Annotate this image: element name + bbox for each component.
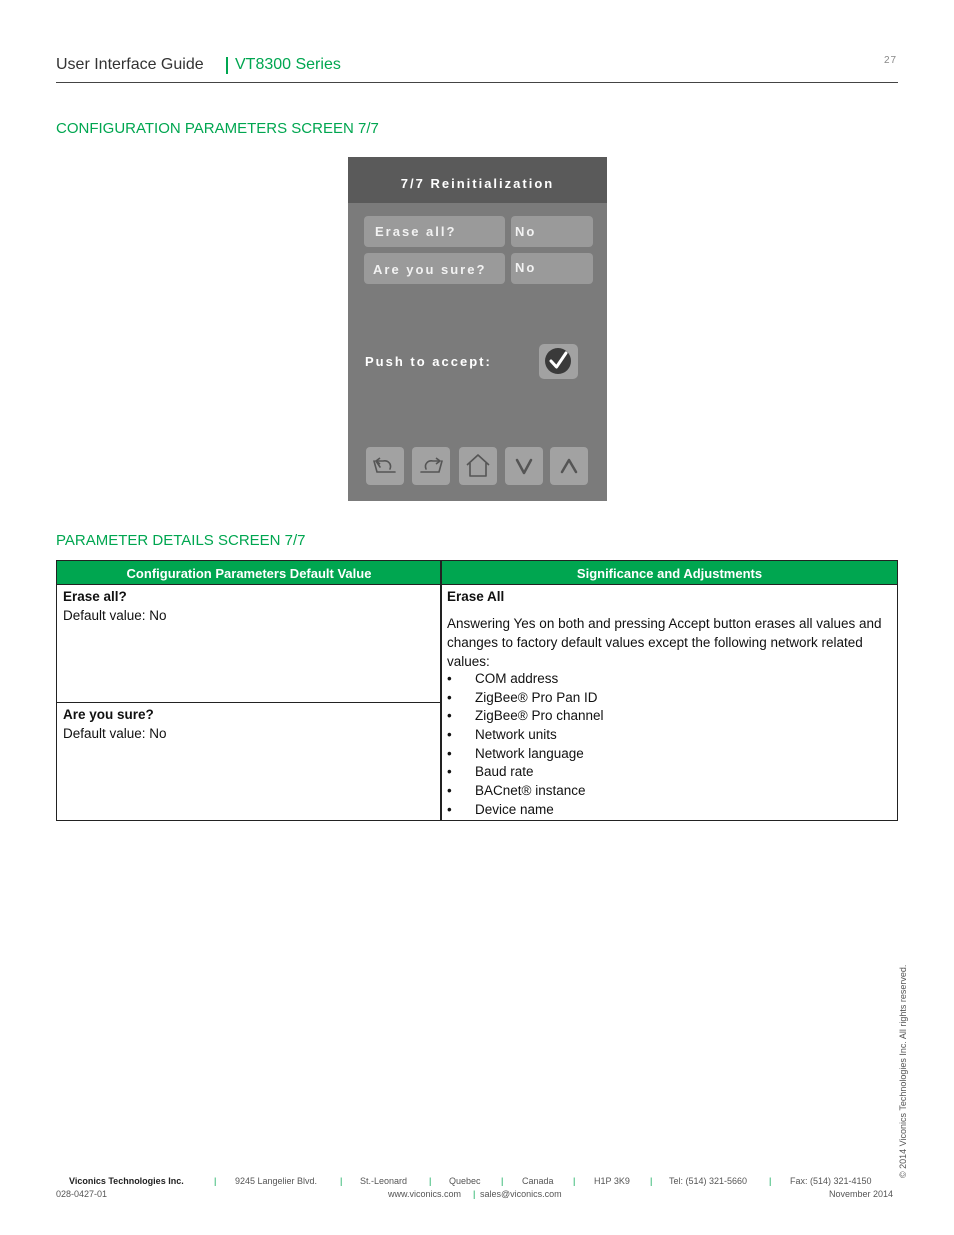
series-title: VT8300 Series: [235, 56, 341, 73]
footer-email-link[interactable]: sales@viconics.com: [480, 1189, 562, 1199]
significance-title: Erase All: [447, 589, 505, 604]
header-divider: [56, 82, 898, 83]
list-item: • BACnet® instance: [447, 783, 586, 799]
param-are-you-sure-default: Default value: No: [63, 726, 167, 741]
param-erase-all-title: Erase all?: [63, 589, 127, 604]
are-you-sure-field[interactable]: Are you sure?: [364, 253, 505, 284]
footer-separator: |: [214, 1176, 217, 1186]
footer-province: Quebec: [449, 1176, 481, 1186]
push-to-accept-label: Push to accept:: [365, 354, 492, 369]
footer-country: Canada: [522, 1176, 554, 1186]
footer-address: 9245 Langelier Blvd.: [235, 1176, 318, 1186]
parameter-table: [56, 560, 898, 821]
home-button[interactable]: [459, 447, 497, 485]
footer-doc-code: 028-0427-01: [56, 1189, 108, 1199]
screen-title: 7/7 Reinitialization: [400, 176, 555, 191]
back-button[interactable]: [366, 447, 404, 485]
guide-title: User Interface Guide: [56, 56, 204, 73]
list-item: • Network language: [447, 745, 584, 761]
footer-separator: |: [473, 1189, 476, 1199]
table-column-divider: [440, 561, 442, 820]
forward-button[interactable]: [412, 447, 450, 485]
footer-separator: |: [429, 1176, 432, 1186]
chevron-up-icon: [550, 447, 588, 485]
back-icon: [366, 447, 404, 485]
footer-separator: |: [769, 1176, 772, 1186]
screen-section-title: CONFIGURATION PARAMETERS SCREEN 7/7: [56, 120, 379, 137]
up-button[interactable]: [550, 447, 588, 485]
list-item: • Baud rate: [447, 764, 534, 780]
footer-postal: H1P 3K9: [594, 1176, 630, 1186]
list-item: • COM address: [447, 671, 559, 686]
footer-separator: |: [573, 1176, 576, 1186]
table-header-significance: Significance and Adjustments: [442, 561, 897, 584]
chevron-down-icon: [505, 447, 543, 485]
forward-icon: [412, 447, 450, 485]
footer-company: Viconics Technologies Inc.: [69, 1176, 184, 1186]
accept-button[interactable]: [539, 344, 578, 379]
list-item: • Network units: [447, 727, 557, 743]
footer-separator: |: [340, 1176, 343, 1186]
table-header-parameters: Configuration Parameters Default Value: [57, 561, 441, 584]
table-row-divider: [57, 702, 441, 703]
footer-separator: |: [501, 1176, 504, 1186]
footer-fax: Fax: (514) 321-4150: [790, 1176, 872, 1186]
copyright-notice: © 2014 Viconics Technologies Inc. All rights reserved.: [898, 964, 908, 1178]
header-accent-bar: [226, 57, 228, 74]
footer-date: November 2014: [829, 1189, 894, 1199]
checkmark-icon: [539, 344, 578, 379]
details-section-title: PARAMETER DETAILS SCREEN 7/7: [56, 532, 306, 549]
param-erase-all-default: Default value: No: [63, 608, 167, 623]
footer-separator: |: [650, 1176, 653, 1186]
param-are-you-sure-title: Are you sure?: [63, 707, 154, 722]
footer-website-link[interactable]: www.viconics.com: [388, 1189, 462, 1199]
erase-all-field[interactable]: Erase all?: [364, 216, 505, 247]
list-item: • ZigBee® Pro Pan ID: [447, 689, 598, 705]
footer-city: St.-Leonard: [360, 1176, 408, 1186]
page-number: 27: [884, 55, 898, 66]
table-header-divider: [57, 584, 897, 585]
list-item: • ZigBee® Pro channel: [447, 708, 604, 724]
significance-description: Answering Yes on both and pressing Accept button erases all values and changes to factory default values except the following network related values:: [447, 616, 882, 669]
footer-tel: Tel: (514) 321-5660: [669, 1176, 748, 1186]
home-icon: [459, 447, 497, 485]
thermostat-screen: [348, 157, 607, 501]
are-you-sure-value[interactable]: No: [511, 253, 593, 284]
down-button[interactable]: [505, 447, 543, 485]
erase-all-value[interactable]: No: [511, 216, 593, 247]
preserved-values-list: [447, 670, 604, 820]
list-item: • Device name: [447, 801, 554, 817]
